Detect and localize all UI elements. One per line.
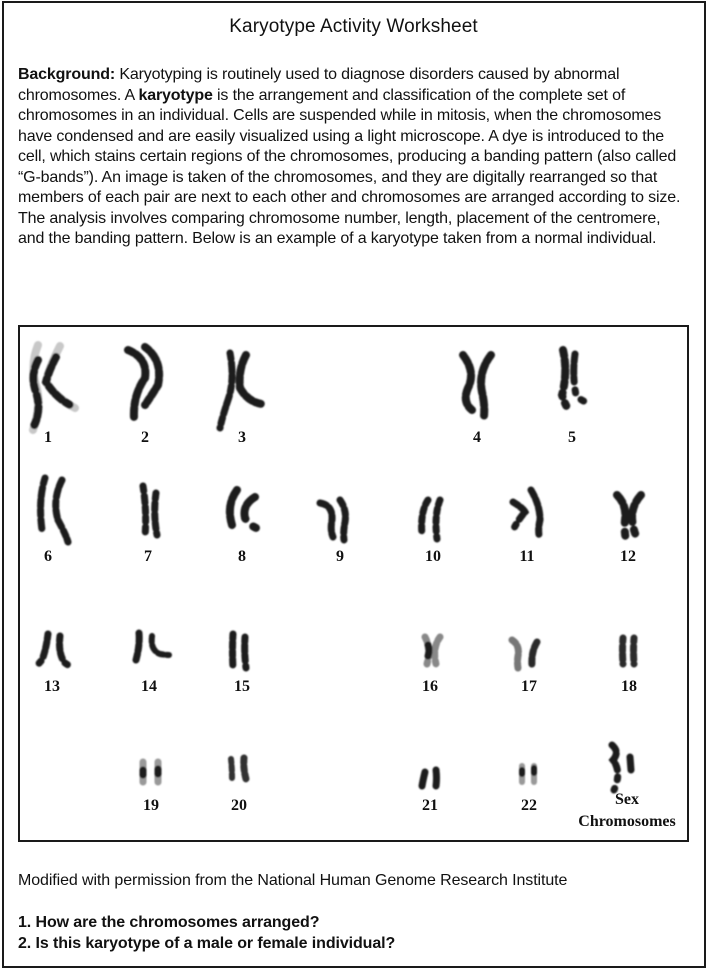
sex-chromosomes-label-line2: Chromosomes [578,813,676,830]
chromosome-label-17: 17 [521,678,537,695]
karyotype-term: karyotype [138,86,213,104]
chromosome-pair-1 [33,345,75,430]
chromosome-label-12: 12 [620,548,636,565]
chromosome-pair-6 [41,478,68,542]
chromosome-pair-19 [143,762,158,782]
question-1: 1. How are the chromosomes arranged? [18,914,320,931]
chromosome-sex-xy [612,745,631,790]
chromosome-label-11: 11 [519,548,535,565]
chromosome-label-14: 14 [141,678,157,695]
chromosome-label-22: 22 [521,797,537,814]
chromosome-pair-16 [425,637,440,664]
chromosome-pair-11 [513,490,540,535]
chromosome-pair-3 [220,353,262,428]
chromosome-pair-22 [522,766,534,782]
chromosome-label-21: 21 [422,797,438,814]
chromosome-pair-12 [617,495,641,540]
chromosome-label-10: 10 [425,548,441,565]
chromosome-label-18: 18 [621,678,637,695]
chromosome-pair-8 [230,490,262,530]
chromosome-pair-5 [562,350,586,412]
chromosome-label-7: 7 [144,548,152,565]
page-title: Karyotype Activity Worksheet [229,16,478,37]
chromosome-pair-2 [128,347,159,418]
chromosome-label-15: 15 [234,678,250,695]
chromosome-pair-13 [37,634,73,667]
chromosome-label-19: 19 [143,797,159,814]
question-list [18,912,395,954]
chromosome-pair-10 [422,500,440,539]
chromosome-label-13: 13 [44,678,60,695]
chromosome-label-3: 3 [238,429,246,446]
chromosome-label-6: 6 [44,548,52,565]
chromosome-label-1: 1 [44,429,52,446]
sex-chromosomes-label-line1: Sex [615,791,639,808]
chromosome-pair-4 [463,355,491,416]
chromosome-pair-17 [512,640,537,668]
chromosome-pair-7 [143,486,157,536]
chromosome-pair-15 [233,634,247,668]
chromosome-label-16: 16 [422,678,438,695]
background-label: Background: [18,66,116,83]
background-text-2: is the arrangement and classification of the complete set of chromosomes in an individual. Cells are suspended while in mitosis, when the chromosomes have condensed and are easily visualized using a light microscope. A dye is introduced to the cell, which stains certain regions of the chromosomes, producing a banding pattern (also called “G-bands”). An image is taken of the chromosomes, and they are digitally rearranged so that members of each pair are next to each other and chromosomes are arranged according to size. The analysis involves comparing chromosome number, length, placement of the centromere, and the banding pattern. Below is an example of a karyotype taken from a normal individual. [18,86,681,247]
chromosome-pair-21 [422,770,437,786]
chromosome-pair-20 [231,758,246,779]
chromosome-label-20: 20 [231,797,247,814]
question-2: 2. Is this karyotype of a male or female individual? [18,935,396,952]
chromosome-label-2: 2 [141,429,149,446]
background-text-1: Karyotyping is routinely used to diagnose disorders caused by abnormal chromosomes. A [18,66,620,104]
chromosome-label-8: 8 [238,548,246,565]
chromosome-label-9: 9 [336,548,344,565]
chromosome-pair-14 [136,633,169,660]
chromosome-pair-18 [623,638,635,664]
credit-text: Modified with permission from the National Human Genome Research Institute [18,872,568,889]
chromosome-label-5: 5 [568,429,576,446]
chromosome-label-4: 4 [473,429,481,446]
chromosome-pair-9 [320,500,345,540]
